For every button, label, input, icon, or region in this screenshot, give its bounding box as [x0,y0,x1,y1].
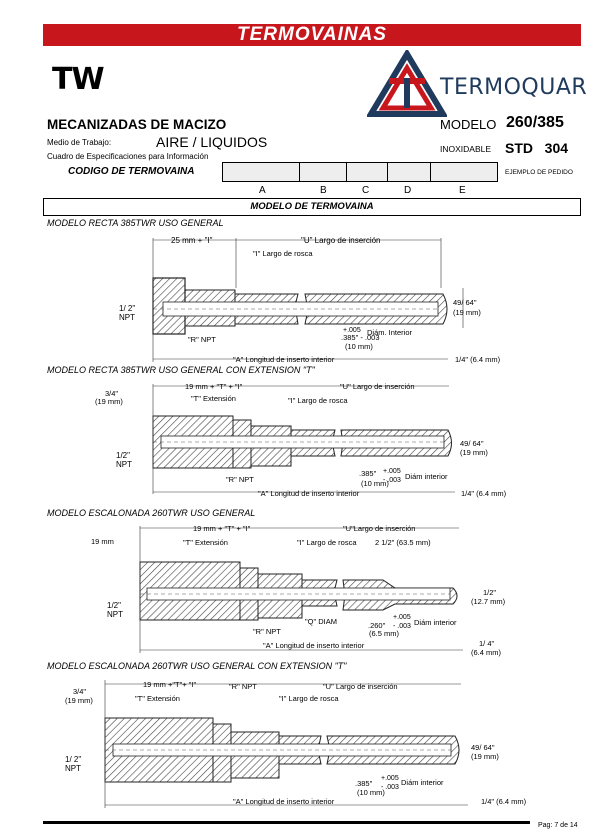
dim-label: .385" - .003 [341,333,380,342]
dim-label: "T" Extensión [135,694,180,703]
codigo-label: CODIGO DE TERMOVAINA [68,166,195,177]
section-title: MODELO ESCALONADA 260TWR USO GENERAL [47,508,256,518]
column-label: C [362,185,370,196]
dim-label: "A" Longitud de inserto interior [233,355,335,364]
code-box-d[interactable] [387,162,431,182]
dim-label: +.005 [381,775,399,782]
page-banner: TERMOVAINAS [43,24,581,46]
dim-label: "I" Largo de rosca [288,396,348,405]
drawing-stepped-extension [43,672,553,814]
dim-label: 49/ 64" [453,298,477,307]
dim-label: +.005 [343,327,361,334]
column-label: A [259,185,266,196]
code-box-a[interactable] [222,162,300,182]
dim-label: .385" [359,469,377,478]
dim-label: 1/2" [116,451,130,460]
dim-label: (19 mm) [95,397,123,406]
dim-label: "T" Extensión [183,538,228,547]
dim-label: NPT [107,610,123,619]
dim-label: Diám interior [401,778,444,787]
code-box-b[interactable] [299,162,347,182]
dim-label: 1/4" (6.4 mm) [461,489,507,498]
code-box-e[interactable] [430,162,498,182]
section-title: MODELO RECTA 385TWR USO GENERAL [47,218,224,228]
drawing-straight-extension [43,376,543,502]
column-label: D [404,185,412,196]
modelo-bar: MODELO DE TERMOVAINA [43,198,581,216]
dim-label: "U" Largo de inserción [323,682,398,691]
brand-name: TERMOQUAR [440,75,588,100]
dim-label: Diám. Interior [367,328,413,337]
inox-label: INOXIDABLE [440,144,492,154]
dim-label: 1/ 2" [65,755,82,764]
dim-label: NPT [119,313,135,322]
dim-label: NPT [65,764,81,773]
dim-label: "R" NPT [229,682,257,691]
code-box-c[interactable] [346,162,388,182]
dim-label: "I" Largo de rosca [253,249,313,258]
dim-label: Diám interior [414,618,457,627]
dim-label: "U" Largo de inserción [340,382,415,391]
dim-label: (12.7 mm) [471,597,506,606]
dim-label: - .003 [383,477,401,484]
dim-label: +.005 [393,614,411,621]
drawing-stepped-general [43,518,553,660]
dim-label: (10 mm) [357,788,385,797]
dim-label: .260" [368,621,386,630]
dim-label: NPT [116,460,132,469]
dim-label: 25 mm + "I" [171,236,213,245]
dim-label: 1/4" (6.4 mm) [481,797,527,806]
dim-label: 19 mm + "T" + "I" [185,382,243,391]
dim-label: "R" NPT [253,627,281,636]
column-label: B [320,185,327,196]
dim-label: 1/2" [107,601,121,610]
medio-value: AIRE / LIQUIDOS [156,134,268,150]
dim-label: "I" Largo de rosca [279,694,339,703]
dim-label: 19 mm +"T"+ "I" [143,680,197,689]
dim-label: "A" Longitud de inserto interior [258,489,360,498]
column-label: E [459,185,466,196]
dim-label: (10 mm) [345,342,373,351]
footer-rule [43,821,530,824]
page-title: MECANIZADAS DE MACIZO [47,117,227,132]
dim-label: (19 mm) [471,752,499,761]
dim-label: 2 1/2" (63.5 mm) [375,538,431,547]
dim-label: 1/ 2" [119,304,136,313]
drawing-straight-general [43,228,543,368]
dim-label: 3/4" [73,687,87,696]
dim-label: (10 mm) [361,479,389,488]
dim-label: 1/2" [483,588,497,597]
termoquar-logo-icon [367,50,447,118]
dim-label: "U" Largo de inserción [301,236,381,245]
dim-label: 1/ 4" [479,639,495,648]
ejemplo-label: EJEMPLO DE PEDIDO [505,169,573,176]
cuadro-note: Cuadro de Especificaciones para Información [47,152,209,161]
dim-label: (6.4 mm) [471,648,501,657]
dim-label: "A" Longitud de inserto interior [233,797,335,806]
dim-label: (6.5 mm) [369,629,399,638]
page-number: Pag: 7 de 14 [538,822,578,829]
dim-label: "R" NPT [188,335,216,344]
dim-label: - .003 [381,784,399,791]
dim-label: (19 mm) [460,448,488,457]
dim-label: 19 mm + "T" + "I" [193,524,251,533]
dim-label: - .003 [393,623,411,630]
dim-label: 3/4" [105,389,119,398]
dim-label: 49/ 64" [471,743,495,752]
dim-label: (19 mm) [65,696,93,705]
dim-label: Diám interior [405,472,448,481]
modelo-value: 260/385 [506,114,564,131]
dim-label: 19 mm [91,537,114,546]
dim-label: 49/ 64" [460,439,484,448]
dim-label: 1/4" (6.4 mm) [455,355,501,364]
section-title: MODELO ESCALONADA 260TWR USO GENERAL CON EXTENSION "T" [47,661,347,671]
dim-label: (19 mm) [453,308,481,317]
dim-label: "T" Extensión [191,394,236,403]
dim-label: "U"Largo de inserción [343,524,416,533]
product-code: TW [52,62,104,97]
dim-label: "A" Longitud de inserto interior [263,641,365,650]
material-value: STD 304 [505,140,569,156]
modelo-label: MODELO [440,117,497,132]
medio-label: Medio de Trabajo: [47,138,112,147]
dim-label: "R" NPT [226,475,254,484]
section-title: MODELO RECTA 385TWR USO GENERAL CON EXTENSION "T" [47,365,315,375]
dim-label: "I" Largo de rosca [297,538,357,547]
dim-label: +.005 [383,468,401,475]
dim-label: "Q" DIAM [305,617,337,626]
dim-label: .385" [355,779,373,788]
